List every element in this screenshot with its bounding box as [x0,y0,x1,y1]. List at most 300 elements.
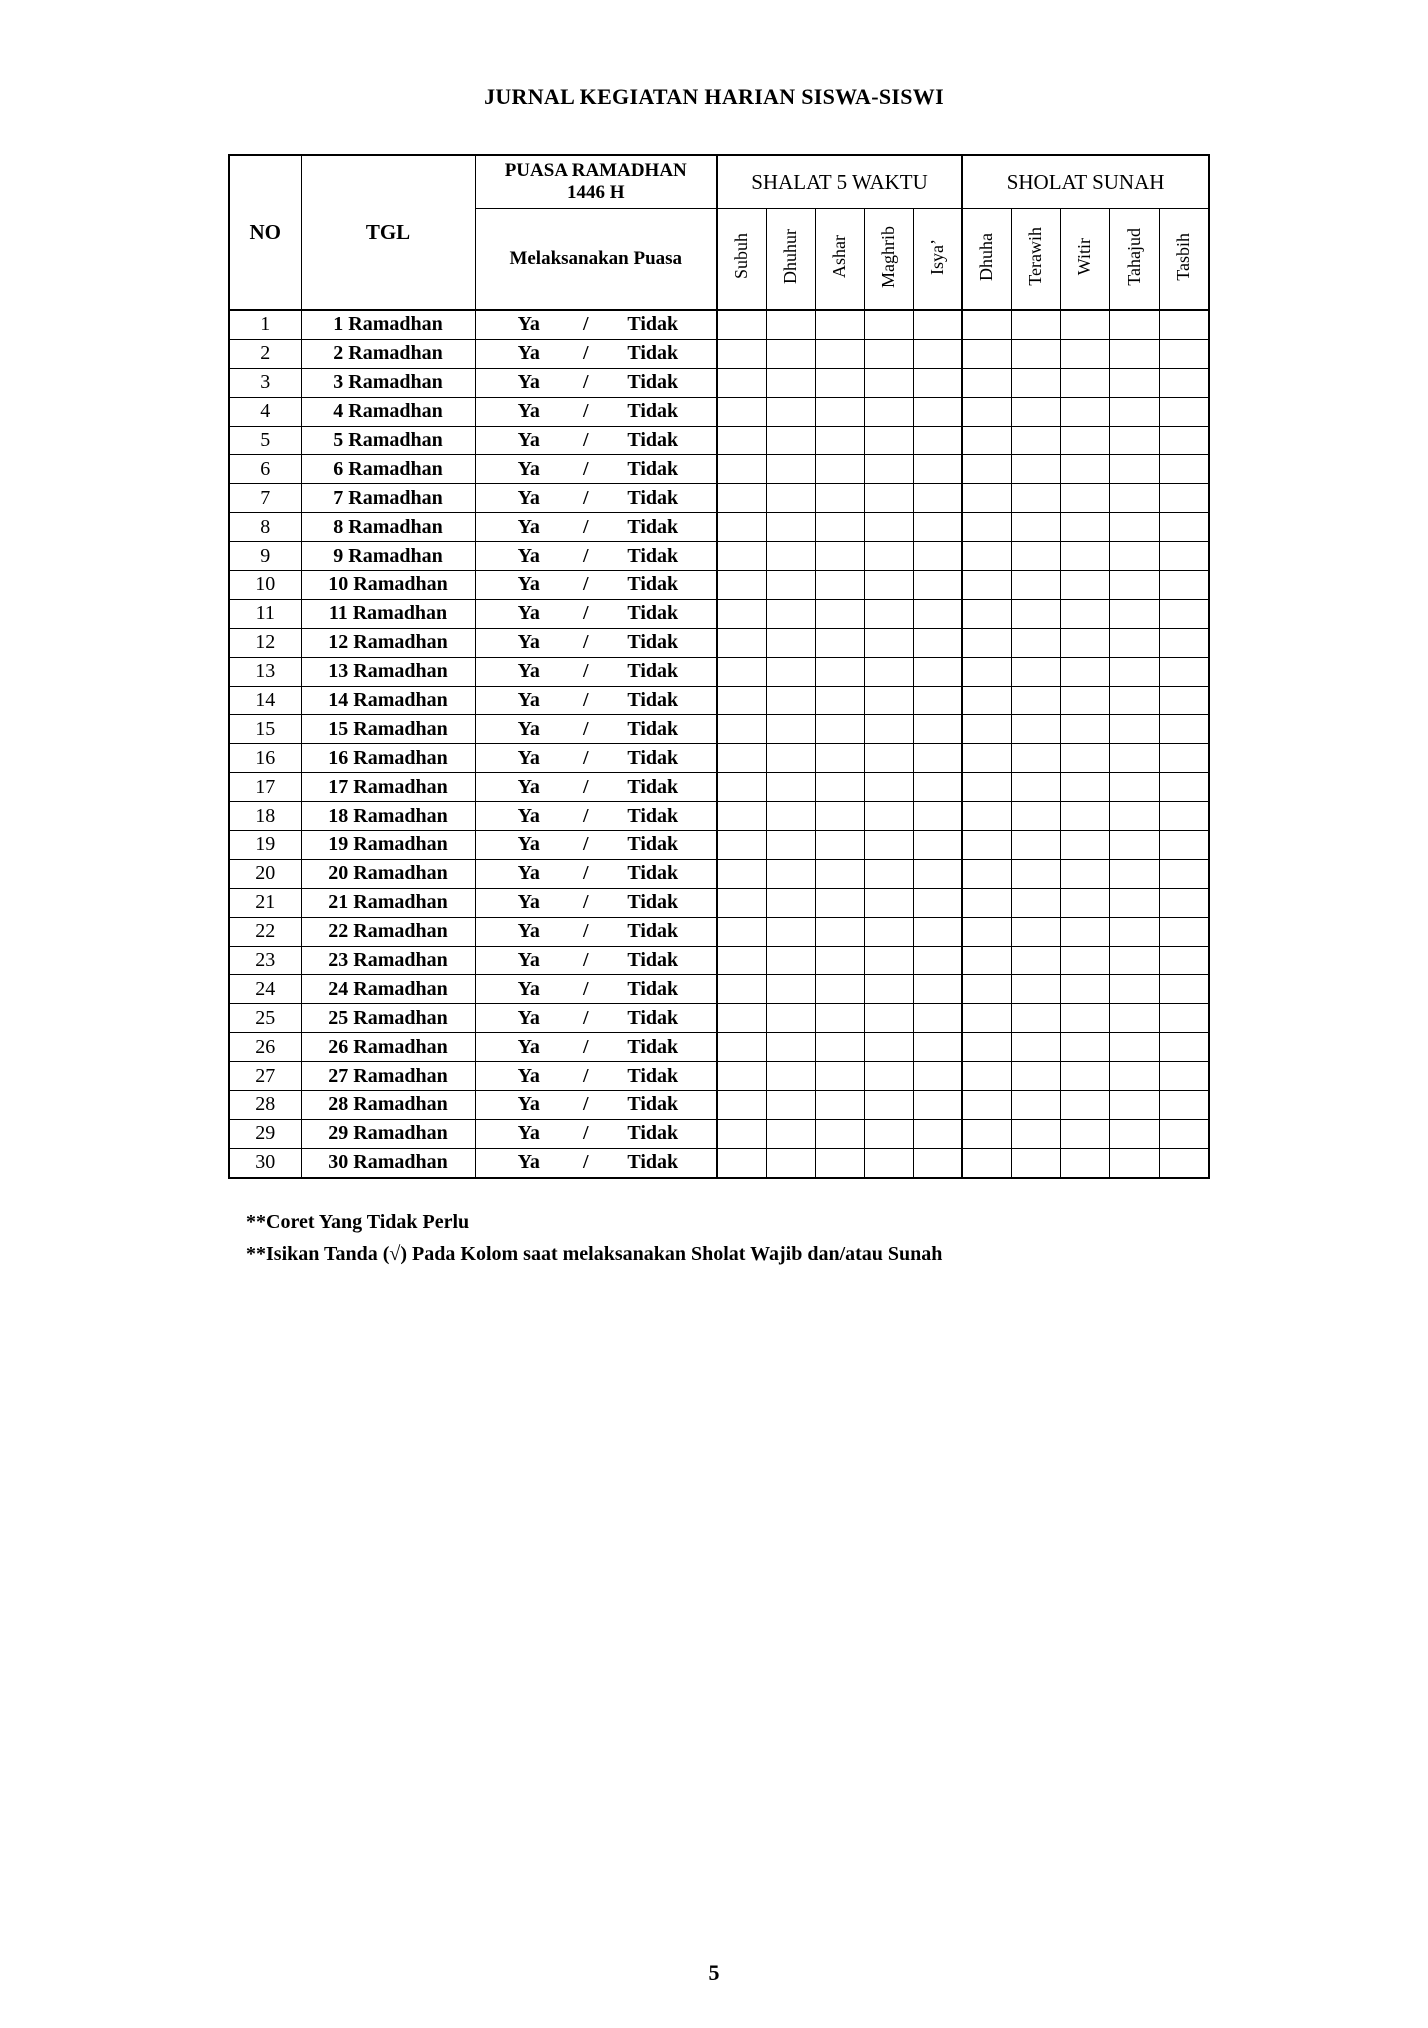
checkbox-cell-shalat[interactable] [864,1091,913,1120]
checkbox-cell-shalat[interactable] [815,310,864,339]
checkbox-cell-shalat[interactable] [815,339,864,368]
checkbox-cell-sunah[interactable] [1109,975,1159,1004]
checkbox-cell-shalat[interactable] [913,888,962,917]
checkbox-cell-sunah[interactable] [1011,1033,1060,1062]
checkbox-cell-shalat[interactable] [766,484,815,513]
checkbox-cell-sunah[interactable] [1060,513,1109,542]
checkbox-cell-shalat[interactable] [913,657,962,686]
checkbox-cell-shalat[interactable] [864,1004,913,1033]
checkbox-cell-sunah[interactable] [1060,339,1109,368]
option-tidak[interactable]: Tidak [627,429,679,451]
checkbox-cell-shalat[interactable] [913,946,962,975]
checkbox-cell-sunah[interactable] [962,571,1011,600]
checkbox-cell-shalat[interactable] [815,426,864,455]
checkbox-cell-sunah[interactable] [1109,917,1159,946]
option-ya[interactable]: Ya [517,717,540,740]
checkbox-cell-sunah[interactable] [1109,1091,1159,1120]
checkbox-cell-sunah[interactable] [1109,802,1159,831]
checkbox-cell-shalat[interactable] [717,397,766,426]
checkbox-cell-shalat[interactable] [766,946,815,975]
checkbox-cell-shalat[interactable] [815,657,864,686]
checkbox-cell-shalat[interactable] [815,397,864,426]
cell-puasa-choice[interactable] [475,802,717,831]
checkbox-cell-shalat[interactable] [717,571,766,600]
cell-puasa-choice[interactable] [475,368,717,397]
checkbox-cell-shalat[interactable] [864,513,913,542]
checkbox-cell-shalat[interactable] [913,686,962,715]
checkbox-cell-sunah[interactable] [1060,975,1109,1004]
option-ya[interactable]: Ya [517,400,540,423]
option-ya[interactable]: Ya [517,891,540,914]
checkbox-cell-shalat[interactable] [766,628,815,657]
checkbox-cell-sunah[interactable] [1159,744,1209,773]
option-ya[interactable]: Ya [517,371,540,394]
checkbox-cell-shalat[interactable] [766,1062,815,1091]
option-tidak[interactable]: Tidak [627,1122,679,1145]
checkbox-cell-sunah[interactable] [1060,686,1109,715]
checkbox-cell-sunah[interactable] [1011,917,1060,946]
checkbox-cell-sunah[interactable] [1060,1091,1109,1120]
checkbox-cell-shalat[interactable] [913,397,962,426]
checkbox-cell-sunah[interactable] [1060,484,1109,513]
checkbox-cell-sunah[interactable] [1159,542,1209,571]
option-tidak[interactable]: Tidak [627,920,679,943]
option-tidak[interactable]: Tidak [627,1035,679,1058]
checkbox-cell-sunah[interactable] [1060,657,1109,686]
checkbox-cell-shalat[interactable] [717,946,766,975]
checkbox-cell-sunah[interactable] [962,975,1011,1004]
checkbox-cell-sunah[interactable] [1159,484,1209,513]
option-tidak[interactable]: Tidak [627,602,679,625]
cell-puasa-choice[interactable] [475,1004,717,1033]
checkbox-cell-sunah[interactable] [1109,1062,1159,1091]
checkbox-cell-shalat[interactable] [864,859,913,888]
cell-puasa-choice[interactable] [475,715,717,744]
checkbox-cell-shalat[interactable] [815,975,864,1004]
checkbox-cell-shalat[interactable] [766,455,815,484]
checkbox-cell-shalat[interactable] [913,484,962,513]
checkbox-cell-sunah[interactable] [1109,686,1159,715]
checkbox-cell-sunah[interactable] [1060,888,1109,917]
checkbox-cell-sunah[interactable] [1159,975,1209,1004]
checkbox-cell-shalat[interactable] [913,802,962,831]
checkbox-cell-sunah[interactable] [962,1062,1011,1091]
checkbox-cell-sunah[interactable] [962,310,1011,339]
checkbox-cell-shalat[interactable] [766,975,815,1004]
checkbox-cell-sunah[interactable] [962,888,1011,917]
checkbox-cell-sunah[interactable] [962,513,1011,542]
checkbox-cell-sunah[interactable] [1060,397,1109,426]
checkbox-cell-sunah[interactable] [1011,1062,1060,1091]
checkbox-cell-sunah[interactable] [1159,599,1209,628]
checkbox-cell-sunah[interactable] [1011,542,1060,571]
checkbox-cell-shalat[interactable] [913,715,962,744]
checkbox-cell-sunah[interactable] [1060,1119,1109,1148]
checkbox-cell-shalat[interactable] [815,1062,864,1091]
checkbox-cell-sunah[interactable] [962,859,1011,888]
checkbox-cell-sunah[interactable] [1159,686,1209,715]
option-tidak[interactable]: Tidak [627,804,679,827]
checkbox-cell-shalat[interactable] [766,888,815,917]
option-ya[interactable]: Ya [517,515,540,538]
checkbox-cell-sunah[interactable] [1109,310,1159,339]
option-tidak[interactable]: Tidak [627,660,679,683]
option-ya[interactable]: Ya [517,1064,540,1087]
checkbox-cell-sunah[interactable] [1159,773,1209,802]
checkbox-cell-shalat[interactable] [815,831,864,860]
cell-puasa-choice[interactable] [475,310,717,339]
checkbox-cell-sunah[interactable] [1060,773,1109,802]
checkbox-cell-shalat[interactable] [913,1148,962,1177]
checkbox-cell-sunah[interactable] [962,599,1011,628]
checkbox-cell-shalat[interactable] [717,455,766,484]
checkbox-cell-sunah[interactable] [1109,657,1159,686]
checkbox-cell-sunah[interactable] [962,1148,1011,1177]
checkbox-cell-sunah[interactable] [1159,831,1209,860]
checkbox-cell-shalat[interactable] [766,542,815,571]
checkbox-cell-sunah[interactable] [1159,455,1209,484]
checkbox-cell-shalat[interactable] [717,339,766,368]
option-ya[interactable]: Ya [517,631,540,654]
checkbox-cell-shalat[interactable] [717,1033,766,1062]
checkbox-cell-sunah[interactable] [1109,1119,1159,1148]
checkbox-cell-sunah[interactable] [1109,628,1159,657]
checkbox-cell-shalat[interactable] [913,571,962,600]
checkbox-cell-shalat[interactable] [913,744,962,773]
checkbox-cell-shalat[interactable] [864,368,913,397]
checkbox-cell-sunah[interactable] [1109,455,1159,484]
checkbox-cell-shalat[interactable] [766,571,815,600]
checkbox-cell-shalat[interactable] [864,397,913,426]
cell-puasa-choice[interactable] [475,513,717,542]
checkbox-cell-sunah[interactable] [1109,571,1159,600]
checkbox-cell-shalat[interactable] [766,397,815,426]
option-tidak[interactable]: Tidak [627,775,679,798]
checkbox-cell-sunah[interactable] [1011,397,1060,426]
checkbox-cell-shalat[interactable] [717,859,766,888]
option-tidak[interactable]: Tidak [627,457,679,480]
checkbox-cell-sunah[interactable] [962,1004,1011,1033]
option-tidak[interactable]: Tidak [627,717,679,740]
checkbox-cell-shalat[interactable] [815,455,864,484]
checkbox-cell-shalat[interactable] [766,368,815,397]
checkbox-cell-sunah[interactable] [1011,1004,1060,1033]
checkbox-cell-sunah[interactable] [962,657,1011,686]
checkbox-cell-sunah[interactable] [1159,628,1209,657]
checkbox-cell-sunah[interactable] [962,1033,1011,1062]
checkbox-cell-shalat[interactable] [766,599,815,628]
option-ya[interactable]: Ya [517,920,540,943]
checkbox-cell-sunah[interactable] [1011,571,1060,600]
checkbox-cell-shalat[interactable] [717,1004,766,1033]
checkbox-cell-shalat[interactable] [913,513,962,542]
checkbox-cell-shalat[interactable] [766,802,815,831]
checkbox-cell-shalat[interactable] [913,1004,962,1033]
checkbox-cell-sunah[interactable] [1159,1004,1209,1033]
checkbox-cell-shalat[interactable] [913,1033,962,1062]
checkbox-cell-sunah[interactable] [1060,571,1109,600]
checkbox-cell-sunah[interactable] [1011,888,1060,917]
checkbox-cell-shalat[interactable] [815,513,864,542]
checkbox-cell-sunah[interactable] [1159,1148,1209,1177]
cell-puasa-choice[interactable] [475,773,717,802]
checkbox-cell-sunah[interactable] [1060,455,1109,484]
option-ya[interactable]: Ya [517,862,540,885]
checkbox-cell-sunah[interactable] [1060,599,1109,628]
checkbox-cell-sunah[interactable] [1109,888,1159,917]
checkbox-cell-sunah[interactable] [1159,310,1209,339]
checkbox-cell-shalat[interactable] [864,571,913,600]
checkbox-cell-shalat[interactable] [717,744,766,773]
checkbox-cell-sunah[interactable] [962,802,1011,831]
checkbox-cell-sunah[interactable] [962,455,1011,484]
checkbox-cell-shalat[interactable] [913,599,962,628]
checkbox-cell-shalat[interactable] [913,1062,962,1091]
checkbox-cell-shalat[interactable] [913,455,962,484]
checkbox-cell-shalat[interactable] [913,339,962,368]
checkbox-cell-shalat[interactable] [717,513,766,542]
checkbox-cell-sunah[interactable] [962,1091,1011,1120]
option-tidak[interactable]: Tidak [627,689,679,712]
checkbox-cell-sunah[interactable] [1159,1091,1209,1120]
option-ya[interactable]: Ya [517,949,540,972]
checkbox-cell-sunah[interactable] [1109,368,1159,397]
checkbox-cell-sunah[interactable] [962,339,1011,368]
option-tidak[interactable]: Tidak [627,862,679,885]
cell-puasa-choice[interactable] [475,339,717,368]
checkbox-cell-sunah[interactable] [1109,542,1159,571]
checkbox-cell-shalat[interactable] [766,1091,815,1120]
checkbox-cell-sunah[interactable] [962,831,1011,860]
checkbox-cell-shalat[interactable] [913,368,962,397]
checkbox-cell-sunah[interactable] [1109,1033,1159,1062]
checkbox-cell-shalat[interactable] [815,1033,864,1062]
option-tidak[interactable]: Tidak [627,515,679,538]
checkbox-cell-sunah[interactable] [1159,888,1209,917]
option-tidak[interactable]: Tidak [627,949,679,972]
checkbox-cell-sunah[interactable] [1011,426,1060,455]
checkbox-cell-sunah[interactable] [1109,946,1159,975]
checkbox-cell-sunah[interactable] [1011,744,1060,773]
checkbox-cell-shalat[interactable] [717,542,766,571]
checkbox-cell-shalat[interactable] [815,1119,864,1148]
checkbox-cell-shalat[interactable] [913,831,962,860]
checkbox-cell-sunah[interactable] [1109,831,1159,860]
checkbox-cell-shalat[interactable] [864,917,913,946]
checkbox-cell-sunah[interactable] [1011,310,1060,339]
checkbox-cell-shalat[interactable] [913,426,962,455]
option-ya[interactable]: Ya [517,486,540,509]
checkbox-cell-sunah[interactable] [1011,831,1060,860]
checkbox-cell-sunah[interactable] [1011,599,1060,628]
checkbox-cell-shalat[interactable] [766,339,815,368]
checkbox-cell-shalat[interactable] [766,917,815,946]
option-tidak[interactable]: Tidak [627,342,679,365]
checkbox-cell-sunah[interactable] [962,1119,1011,1148]
cell-puasa-choice[interactable] [475,1062,717,1091]
checkbox-cell-sunah[interactable] [962,628,1011,657]
checkbox-cell-shalat[interactable] [766,426,815,455]
option-ya[interactable]: Ya [517,342,540,365]
checkbox-cell-shalat[interactable] [864,628,913,657]
cell-puasa-choice[interactable] [475,946,717,975]
checkbox-cell-sunah[interactable] [1011,975,1060,1004]
cell-puasa-choice[interactable] [475,657,717,686]
option-ya[interactable]: Ya [517,1006,540,1029]
checkbox-cell-shalat[interactable] [913,1091,962,1120]
option-ya[interactable]: Ya [517,313,540,336]
option-tidak[interactable]: Tidak [627,1151,679,1174]
checkbox-cell-sunah[interactable] [1011,715,1060,744]
checkbox-cell-shalat[interactable] [815,859,864,888]
checkbox-cell-shalat[interactable] [766,744,815,773]
checkbox-cell-sunah[interactable] [1011,946,1060,975]
cell-puasa-choice[interactable] [475,831,717,860]
checkbox-cell-shalat[interactable] [815,802,864,831]
checkbox-cell-sunah[interactable] [1060,917,1109,946]
checkbox-cell-sunah[interactable] [1060,426,1109,455]
checkbox-cell-shalat[interactable] [717,715,766,744]
cell-puasa-choice[interactable] [475,426,717,455]
checkbox-cell-shalat[interactable] [913,773,962,802]
checkbox-cell-shalat[interactable] [766,310,815,339]
checkbox-cell-shalat[interactable] [913,628,962,657]
checkbox-cell-shalat[interactable] [864,657,913,686]
option-tidak[interactable]: Tidak [627,631,679,654]
checkbox-cell-shalat[interactable] [766,831,815,860]
checkbox-cell-shalat[interactable] [815,1148,864,1177]
checkbox-cell-shalat[interactable] [717,368,766,397]
checkbox-cell-sunah[interactable] [1060,542,1109,571]
checkbox-cell-sunah[interactable] [1060,744,1109,773]
checkbox-cell-shalat[interactable] [913,1119,962,1148]
checkbox-cell-shalat[interactable] [864,455,913,484]
checkbox-cell-shalat[interactable] [717,831,766,860]
checkbox-cell-shalat[interactable] [864,599,913,628]
checkbox-cell-sunah[interactable] [1109,397,1159,426]
checkbox-cell-shalat[interactable] [815,599,864,628]
option-ya[interactable]: Ya [517,746,540,769]
option-ya[interactable]: Ya [517,804,540,827]
checkbox-cell-sunah[interactable] [1159,715,1209,744]
option-tidak[interactable]: Tidak [627,313,679,336]
checkbox-cell-sunah[interactable] [1159,859,1209,888]
checkbox-cell-sunah[interactable] [1011,657,1060,686]
checkbox-cell-shalat[interactable] [864,484,913,513]
option-tidak[interactable]: Tidak [627,573,679,596]
checkbox-cell-shalat[interactable] [717,1119,766,1148]
checkbox-cell-sunah[interactable] [1011,513,1060,542]
option-tidak[interactable]: Tidak [627,891,679,914]
checkbox-cell-sunah[interactable] [1060,715,1109,744]
option-ya[interactable]: Ya [517,1122,540,1145]
checkbox-cell-sunah[interactable] [1159,946,1209,975]
checkbox-cell-shalat[interactable] [766,1004,815,1033]
option-ya[interactable]: Ya [517,833,540,856]
checkbox-cell-shalat[interactable] [717,657,766,686]
cell-puasa-choice[interactable] [475,397,717,426]
checkbox-cell-sunah[interactable] [1109,859,1159,888]
checkbox-cell-sunah[interactable] [1159,339,1209,368]
option-tidak[interactable]: Tidak [627,746,679,769]
checkbox-cell-shalat[interactable] [815,888,864,917]
checkbox-cell-shalat[interactable] [717,1148,766,1177]
checkbox-cell-shalat[interactable] [864,946,913,975]
checkbox-cell-shalat[interactable] [766,773,815,802]
checkbox-cell-shalat[interactable] [766,1119,815,1148]
checkbox-cell-sunah[interactable] [1011,773,1060,802]
checkbox-cell-shalat[interactable] [864,975,913,1004]
checkbox-cell-shalat[interactable] [913,310,962,339]
cell-puasa-choice[interactable] [475,1119,717,1148]
cell-puasa-choice[interactable] [475,975,717,1004]
option-tidak[interactable]: Tidak [627,833,679,856]
checkbox-cell-sunah[interactable] [1060,628,1109,657]
checkbox-cell-sunah[interactable] [1109,1148,1159,1177]
option-ya[interactable]: Ya [517,602,540,625]
checkbox-cell-shalat[interactable] [766,715,815,744]
checkbox-cell-sunah[interactable] [1109,744,1159,773]
checkbox-cell-sunah[interactable] [1011,1119,1060,1148]
checkbox-cell-shalat[interactable] [864,1119,913,1148]
checkbox-cell-sunah[interactable] [1011,802,1060,831]
cell-puasa-choice[interactable] [475,686,717,715]
cell-puasa-choice[interactable] [475,484,717,513]
checkbox-cell-sunah[interactable] [1159,368,1209,397]
checkbox-cell-sunah[interactable] [1109,513,1159,542]
checkbox-cell-shalat[interactable] [766,1033,815,1062]
checkbox-cell-shalat[interactable] [717,1091,766,1120]
checkbox-cell-sunah[interactable] [1060,946,1109,975]
checkbox-cell-shalat[interactable] [864,831,913,860]
checkbox-cell-shalat[interactable] [815,1004,864,1033]
checkbox-cell-sunah[interactable] [1109,1004,1159,1033]
checkbox-cell-shalat[interactable] [864,339,913,368]
checkbox-cell-sunah[interactable] [1011,859,1060,888]
checkbox-cell-shalat[interactable] [766,513,815,542]
cell-puasa-choice[interactable] [475,542,717,571]
cell-puasa-choice[interactable] [475,599,717,628]
checkbox-cell-sunah[interactable] [1011,368,1060,397]
checkbox-cell-sunah[interactable] [1011,686,1060,715]
cell-puasa-choice[interactable] [475,1148,717,1177]
checkbox-cell-shalat[interactable] [864,542,913,571]
checkbox-cell-sunah[interactable] [1159,1062,1209,1091]
checkbox-cell-shalat[interactable] [766,686,815,715]
checkbox-cell-sunah[interactable] [1060,1004,1109,1033]
checkbox-cell-sunah[interactable] [962,917,1011,946]
checkbox-cell-shalat[interactable] [864,802,913,831]
checkbox-cell-shalat[interactable] [864,773,913,802]
option-ya[interactable]: Ya [517,1093,540,1116]
checkbox-cell-sunah[interactable] [962,397,1011,426]
option-ya[interactable]: Ya [517,573,540,596]
checkbox-cell-sunah[interactable] [1060,802,1109,831]
checkbox-cell-sunah[interactable] [1159,513,1209,542]
checkbox-cell-shalat[interactable] [864,715,913,744]
checkbox-cell-shalat[interactable] [864,1062,913,1091]
checkbox-cell-sunah[interactable] [1060,310,1109,339]
checkbox-cell-shalat[interactable] [864,310,913,339]
cell-puasa-choice[interactable] [475,888,717,917]
checkbox-cell-sunah[interactable] [1060,1062,1109,1091]
checkbox-cell-shalat[interactable] [717,686,766,715]
option-ya[interactable]: Ya [517,429,540,451]
checkbox-cell-sunah[interactable] [1109,599,1159,628]
checkbox-cell-shalat[interactable] [864,426,913,455]
checkbox-cell-sunah[interactable] [1060,859,1109,888]
checkbox-cell-sunah[interactable] [1159,1033,1209,1062]
